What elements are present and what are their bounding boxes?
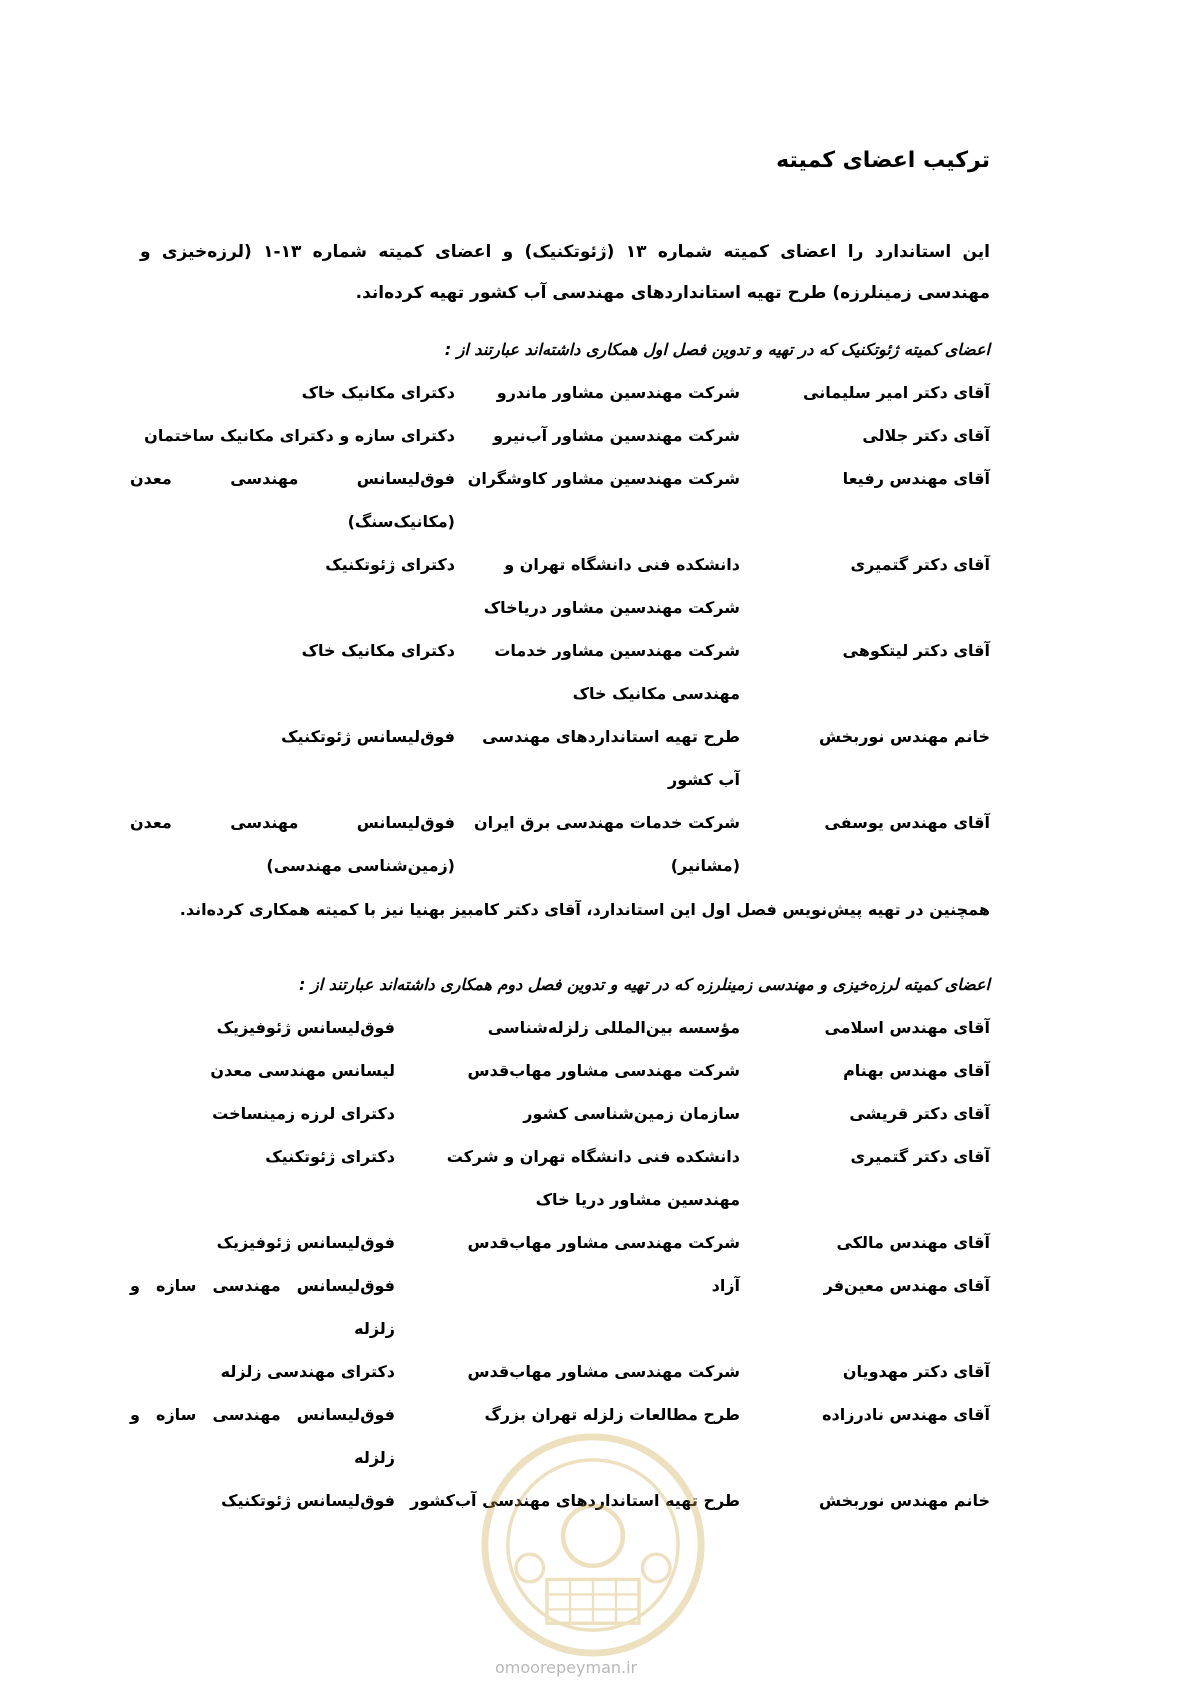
member-organization: طرح مطالعات زلزله تهران بزرگ [484,1405,740,1424]
member-row [130,801,990,887]
member-row [130,1049,990,1092]
member-name: آقای دکتر مهدویان [842,1362,990,1381]
member-organization: طرح تهیه استانداردهای مهندسی آب‌کشور [410,1491,740,1510]
member-name: آقای دکتر قریشی [849,1104,990,1123]
member-degree: دکترای سازه و دکترای مکانیک ساختمان [144,426,455,445]
page-title: ترکیب اعضای کمیته [776,148,990,173]
member-organization: شرکت مهندسین مشاور آب‌نیرو [493,426,740,445]
section1-members-table [130,371,990,887]
member-degree: دکترای مکانیک خاک [301,383,455,402]
member-row [130,1264,990,1350]
member-row [130,629,990,715]
member-degree: دکترای مکانیک خاک [301,641,455,660]
member-name: آقای دکتر گتمیری [850,1147,990,1166]
member-name: آقای دکتر جلالی [862,426,990,445]
member-organization: شرکت مهندسین مشاور ماندرو [496,383,740,402]
section2-heading: اعضای کمیته لرزه‌خیزی و مهندسی زمینلرزه که در تهیه و تدوین فصل دوم همکاری داشته‌اند عبارتند از : [299,975,990,994]
member-degree: فوق‌لیسانس ژئوتکنیک [221,1491,395,1510]
member-row [130,414,990,457]
member-degree: فوق‌لیسانس مهندسی سازه و زلزله [130,1276,395,1338]
member-degree: فوق‌لیسانس ژئوتکنیک [281,727,455,746]
member-degree: دکترای ژئوتکنیک [265,1147,395,1166]
member-organization: شرکت مهندسی مشاور مهاب‌قدس [467,1233,740,1252]
member-name: آقای مهندس بهنام [843,1061,990,1080]
member-organization: شرکت خدمات مهندسی برق ایران (مشانیر) [474,813,740,875]
member-row [130,1092,990,1135]
member-organization: شرکت مهندسین مشاور کاوشگران [467,469,740,488]
member-degree: فوق‌لیسانس مهندسی معدن (مکانیک‌سنگ) [130,469,455,531]
member-name: آقای دکتر امیر سلیمانی [803,383,990,402]
member-name: آقای مهندس معین‌فر [823,1276,990,1295]
member-organization: دانشکده فنی دانشگاه تهران و شرکت مهندسین مشاور دریا خاک [446,1147,740,1209]
member-name: آقای دکتر لیتکوهی [842,641,990,660]
member-degree: فوق‌لیسانس مهندسی سازه و زلزله [130,1405,395,1467]
member-degree: دکترای ژئوتکنیک [325,555,455,574]
note-paragraph: همچنین در تهیه پیش‌نویس فصل اول این استاندارد، آقای دکتر کامبیز بهنیا نیز با کمیته همکاری کرده‌اند. [179,900,990,919]
member-organization: دانشکده فنی دانشگاه تهران و شرکت مهندسین مشاور دریاخاک [483,555,740,617]
member-name: خانم مهندس نوربخش [819,727,990,746]
member-name: آقای مهندس یوسفی [824,813,990,832]
section1-heading: اعضای کمیته ژئوتکنیک که در تهیه و تدوین فصل اول همکاری داشته‌اند عبارتند از : [444,340,990,359]
member-organization: آزاد [711,1276,740,1295]
member-degree: فوق‌لیسانس مهندسی معدن (زمین‌شناسی مهندسی) [130,813,455,875]
member-name: آقای مهندس مالکی [836,1233,990,1252]
member-name: خانم مهندس نوربخش [819,1491,990,1510]
member-row [130,1135,990,1221]
member-row [130,1350,990,1393]
member-degree: فوق‌لیسانس ژئوفیزیک [216,1233,395,1252]
seal-watermark-icon [478,1430,708,1660]
member-row [130,371,990,414]
member-row [130,1221,990,1264]
member-name: آقای مهندس نادرزاده [822,1405,990,1424]
member-organization: مؤسسه بین‌المللی زلزله‌شناسی [487,1018,740,1037]
member-degree: دکترای مهندسی زلزله [220,1362,395,1381]
watermark-site-text: omoorepeyman.ir [495,1658,638,1677]
member-row [130,543,990,629]
member-degree: دکترای لرزه زمینساخت [212,1104,395,1123]
member-organization: شرکت مهندسین مشاور خدمات مهندسی مکانیک خاک [494,641,740,703]
intro-paragraph: این استاندارد را اعضای کمیته شماره ۱۳ (ژئوتکنیک) و اعضای کمیته شماره ۱۳-۱ (لرزه‌خیزی و مهندسی زمینلرزه) طرح تهیه استانداردهای مهندسی آب کشور تهیه کرده‌اند. [140,242,990,303]
member-organization: طرح تهیه استانداردهای مهندسی آب کشور [482,727,740,789]
member-name: آقای دکتر گتمیری [850,555,990,574]
member-name: آقای مهندس اسلامی [824,1018,990,1037]
member-row [130,715,990,801]
member-organization: شرکت مهندسی مشاور مهاب‌قدس [467,1362,740,1381]
member-organization: شرکت مهندسی مشاور مهاب‌قدس [467,1061,740,1080]
member-name: آقای مهندس رفیعا [842,469,990,488]
member-row [130,1006,990,1049]
member-degree: فوق‌لیسانس ژئوفیزیک [216,1018,395,1037]
member-row [130,457,990,543]
member-organization: سازمان زمین‌شناسی کشور [523,1104,740,1123]
member-degree: لیسانس مهندسی معدن [210,1061,395,1080]
